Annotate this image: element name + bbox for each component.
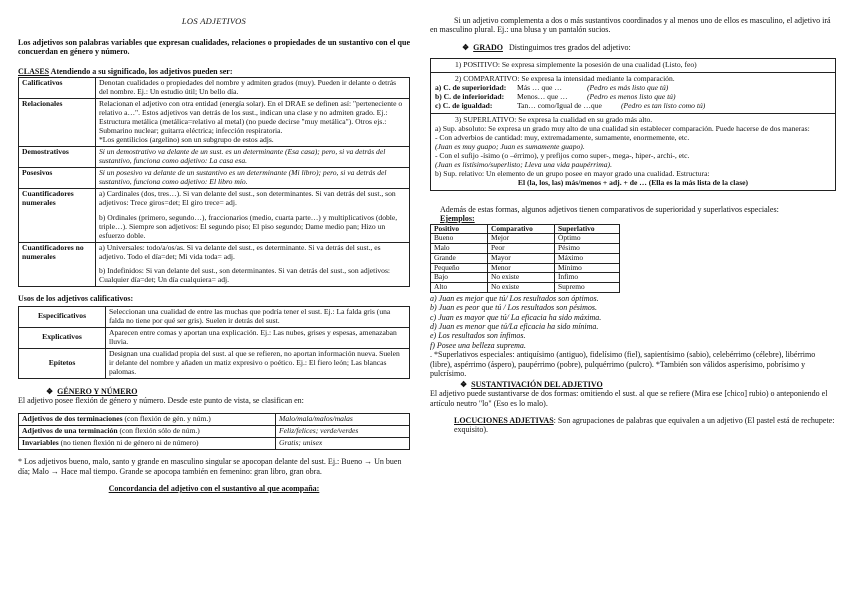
- class-name: Demostrativos: [19, 147, 96, 168]
- table-cell: Supremo: [555, 282, 620, 292]
- column-header: Positivo: [431, 224, 488, 234]
- table-row: [19, 99, 410, 147]
- list-item: f) Posee una belleza suprema.: [430, 340, 526, 350]
- apocope-text: * Los adjetivos bueno, malo, santo y grande en masculino singular se apocopan delante del sust. Ej.: Bueno → Un buen día; Malo → Hace mal tiempo. Grande se apocopa también en femenino: gran libro, gran obra.: [18, 457, 402, 476]
- comparativo-example: (Pedro es menos listo que tú): [587, 92, 676, 102]
- comparativo-label: c) C. de igualdad:: [435, 101, 493, 111]
- table-cell: Alto: [431, 282, 488, 292]
- diamond-bullet-icon: ❖: [462, 42, 470, 52]
- right-intro: Si un adjetivo complementa a dos o más sustantivos coordinados y al menos uno de ellos es masculino, el adjetivo irá en masculino plural. Ej.: una blusa y un pantalón sucios.: [430, 16, 831, 35]
- genero-heading: GÉNERO Y NÚMERO: [57, 386, 138, 396]
- sup-relativo: b) Sup. relativo: Un elemento de un grupo posee en mayor grado una cualidad. Estructura:: [435, 168, 710, 178]
- column-header: Comparativo: [488, 224, 555, 234]
- use-name: Especificativos: [19, 306, 106, 327]
- comparativo-label: a) C. de superioridad:: [435, 83, 507, 93]
- genero-heading-line: [18, 387, 410, 396]
- class-desc: [96, 188, 410, 242]
- use-name: Explicativos: [19, 327, 106, 348]
- sup-absoluto: a) Sup. absoluto: Se expresa un grado muy alto de una cualidad sin establecer comparación. Puede hacerse de dos maneras:: [435, 124, 810, 134]
- genero-table: [18, 413, 410, 450]
- table-row: [431, 234, 620, 244]
- genero-example: Gratis; unisex: [276, 438, 410, 450]
- class-name: Calificativos: [19, 78, 96, 99]
- locuciones-paragraph: [430, 416, 836, 435]
- table-cell: Pésimo: [555, 244, 620, 254]
- grado-sub: Distinguimos tres grados del adjetivo:: [508, 42, 631, 52]
- comparativo-form: Tan… como/Igual de …que: [517, 101, 602, 111]
- table-cell: Bueno: [431, 234, 488, 244]
- table-row: [19, 167, 410, 188]
- sup-adverbios-example: (Juan es muy guapo; Juan es sumamente guapo).: [435, 141, 585, 151]
- class-desc: [96, 242, 410, 287]
- table-cell: No existe: [488, 273, 555, 283]
- sup-sufijo: - Con el sufijo -ísimo (o –érrimo), y prefijos como super-, mega-, hiper-, archi-, etc.: [435, 150, 690, 160]
- table-row: [19, 438, 410, 450]
- table-cell: Mínimo: [555, 263, 620, 273]
- genero-example: Malo/mala/malos/malas: [276, 414, 410, 426]
- table-cell: Grande: [431, 253, 488, 263]
- class-desc-b: b) Ordinales (primero, segundo…), fraccionarios (medio, cuarta parte…) y multiplicativos (doble, triple…). Siempre son adjetivos: El segundo piso; El piso segundo; Dame medio pan; Hizo un esfuerzo doble.: [99, 212, 398, 240]
- ademas-text: Además de estas formas, algunos adjetivos tienen comparativos de superioridad y superlativos especiales:: [440, 204, 779, 214]
- list-item: c) Juan es mayor que tú/ La eficacia ha sido máxima.: [430, 312, 602, 322]
- classes-subheading: Atendiendo a su significado, los adjetivos pueden ser:: [49, 66, 233, 76]
- use-desc: Aparecen entre comas y aportan una explicación. Ej.: Las nubes, grises y espesas, amenazaban lluvia.: [106, 327, 410, 348]
- table-cell: Menor: [488, 263, 555, 273]
- genero-name: Invariables: [22, 438, 59, 448]
- table-row: [431, 253, 620, 263]
- genero-name: Adjetivos de dos terminaciones: [22, 414, 123, 424]
- comparativo-cell: [431, 73, 836, 114]
- table-cell: Máximo: [555, 253, 620, 263]
- table-cell: Óptimo: [555, 234, 620, 244]
- table-row: [431, 59, 836, 73]
- table-row: [19, 306, 410, 327]
- diamond-bullet-icon: ❖: [46, 386, 54, 396]
- table-cell: Pequeño: [431, 263, 488, 273]
- table-cell: Ínfimo: [555, 273, 620, 283]
- class-name: Cuantificadores numerales: [19, 188, 96, 242]
- table-cell: Mejor: [488, 234, 555, 244]
- class-desc: Relacionan el adjetivo con otra entidad (energía solar). En el DRAE se definen así: "perteneciente o relativo a…". Estos adjetivos van detrás de los sust., indican una clase y no admiten grado. Ej.: Estructura metálica (metálica=relativo al metal) (no puede decirse "muy metálica"). Otros ejs.: Submarino nuclear; guitarra eléctrica; infección respiratoria. *Los gentilicios (argelino) son un subgrupo de estos adjs.: [96, 99, 410, 147]
- right-column: [430, 0, 836, 435]
- table-row: [19, 414, 410, 426]
- comparativo-form: Menos… que …: [517, 92, 568, 102]
- grado-heading-line: [430, 43, 836, 52]
- concordancia-heading: Concordancia del adjetivo con el sustantivo al que acompaña:: [108, 484, 320, 494]
- class-name: Cuantificadores no numerales: [19, 242, 96, 287]
- table-row: [431, 273, 620, 283]
- page-title: LOS ADJETIVOS: [181, 16, 247, 26]
- genero-cell: [19, 426, 276, 438]
- sustantivacion-text: El adjetivo puede sustantivarse de dos formas: omitiendo el sust. al que se refiere (Mira ese [chico] rubio) o anteponiendo el artículo neutro "lo" (Eso es lo malo).: [430, 389, 828, 408]
- locuciones-text: : Son agrupaciones de palabras que equivalen a un adjetivo (El pastel está de rechupete: exquisito).: [454, 415, 835, 435]
- comparativo-example: (Pedro es tan listo como tú): [621, 101, 706, 111]
- list-item: a) Juan es mejor que tú/ Los resultados son óptimos.: [430, 293, 599, 303]
- genero-name: Adjetivos de una terminación: [22, 426, 118, 436]
- table-row: [431, 73, 836, 114]
- classes-table: [18, 77, 410, 287]
- table-row: [19, 147, 410, 168]
- sup-relativo-formula: El (la, los, las) más/menos + adj. + de … (Ella es la más lista de la clase): [517, 177, 749, 187]
- left-column: [18, 0, 410, 494]
- comparativo-example: (Pedro es más listo que tú): [587, 83, 669, 93]
- table-row: [19, 78, 410, 99]
- class-desc: Si un posesivo va delante de un sustantivo es un determinante (Mi libro); pero, si va detrás del sustantivo, funciona como adjetivo: El libro mío.: [96, 167, 410, 188]
- genero-cell: [19, 414, 276, 426]
- superlativo-title: 3) SUPERLATIVO: Se expresa la cualidad en su grado más alto.: [455, 115, 653, 125]
- diamond-bullet-icon: ❖: [460, 379, 468, 389]
- class-desc-b: b) Indefinidos: Si van delante del sust., son determinantes. Si van detrás del sust., son adjetivos: Cualquier día=det; Un día cualquiera= adj.: [99, 266, 391, 285]
- table-row: [431, 244, 620, 254]
- classes-heading-line: [18, 67, 410, 76]
- sustantivacion-heading-line: [430, 380, 836, 389]
- genero-note: (con flexión de gén. y núm.): [122, 414, 211, 424]
- table-row: [431, 263, 620, 273]
- positivo-cell: 1) POSITIVO: Se expresa simplemente la posesión de una cualidad (Listo, feo): [431, 59, 836, 73]
- locuciones-heading: LOCUCIONES ADJETIVAS: [454, 415, 554, 425]
- comparison-table: [430, 224, 620, 293]
- use-desc: Seleccionan una cualidad de entre las muchas que podría tener el sust. Ej.: La falda gris (una falda no tiene por qué ser gris). Suelen ir detrás del sust.: [106, 306, 410, 327]
- table-row: [19, 242, 410, 287]
- class-name: Relacionales: [19, 99, 96, 147]
- class-desc-a: a) Universales: todo/a/os/as. Si va delante del sust., es determinante. Si va detrás del sust., es adjetivo. Todo el día=det; Mi vida toda= adj.: [99, 242, 381, 261]
- intro-paragraph: Los adjetivos son palabras variables que expresan cualidades, relaciones o propiedades de un sustantivo con el que concuerdan en género y número.: [18, 38, 410, 57]
- list-item: e) Los resultados son ínfimos.: [430, 331, 526, 341]
- genero-text: El adjetivo posee flexión de género y número. Desde este punto de vista, se clasifican en:: [18, 395, 304, 405]
- table-row: [19, 426, 410, 438]
- column-header: Superlativo: [555, 224, 620, 234]
- grado-table: [430, 58, 836, 190]
- comparativo-title: 2) COMPARATIVO: Se expresa la intensidad mediante la comparación.: [455, 74, 675, 84]
- list-item: d) Juan es menor que tú/La eficacia ha sido mínima.: [430, 322, 599, 332]
- table-row: [19, 327, 410, 348]
- table-row: [431, 114, 836, 191]
- grado-heading: GRADO: [473, 42, 503, 52]
- class-desc: Si un demostrativo va delante de un sust. es un determinante (Esa casa); pero, si va detrás del sustantivo, funciona como adjetivo: La casa esa.: [96, 147, 410, 168]
- uses-table: [18, 306, 410, 379]
- comparativo-row: [435, 102, 831, 111]
- classes-heading: CLASES: [18, 66, 50, 76]
- table-row: [431, 282, 620, 292]
- uses-heading: Usos de los adjetivos calificativos:: [18, 294, 134, 304]
- comparativo-label: b) C. de inferioridad:: [435, 92, 505, 102]
- table-header-row: [431, 224, 620, 234]
- genero-note: (con flexión sólo de núm.): [117, 426, 200, 436]
- comparativo-form: Más … que …: [517, 83, 562, 93]
- sustantivacion-heading: SUSTANTIVACIÓN DEL ADJETIVO: [471, 379, 603, 389]
- table-cell: Malo: [431, 244, 488, 254]
- table-cell: Bajo: [431, 273, 488, 283]
- table-row: [19, 348, 410, 378]
- sup-adverbios: - Con adverbios de cantidad: muy, extremadamente, sumamente, enormemente, etc.: [435, 132, 690, 142]
- superlativo-cell: [431, 114, 836, 191]
- class-desc: Denotan cualidades o propiedades del nombre y admiten grados (muy). Pueden ir delante o detrás del nombre. Ej.: Un estudio útil; Un bello día.: [96, 78, 410, 99]
- superlativos-especiales: . *Superlativos especiales: antiquísimo (antiguo), fidelísimo (fiel), sapientísimo (sabio), celebérrimo (célebre), libérrimo (libre), aspérrimo (áspero), paupérrimo (pobre), pulquérrimo (pulcro). *También son válidos asperísimo, pobrísimo y pulcrísimo.: [430, 350, 816, 379]
- genero-note: (no tienen flexión ni de género ni de número): [58, 438, 199, 448]
- list-item: b) Juan es peor que tú / Los resultados son pésimos.: [430, 303, 598, 313]
- table-row: [19, 188, 410, 242]
- table-cell: Peor: [488, 244, 555, 254]
- use-name: Epítetos: [19, 348, 106, 378]
- table-cell: No existe: [488, 282, 555, 292]
- sup-sufijo-example: (Juan es listísimo/superlisto; Lleva una vida paupérrima).: [435, 159, 612, 169]
- class-name: Posesivos: [19, 167, 96, 188]
- table-cell: Mayor: [488, 253, 555, 263]
- use-desc: Designan una cualidad propia del sust. al que se refieren, no aportan información nueva. Suelen ir delante del nombre y añaden un matiz expresivo o poético. Ej.: El fiero león; Las blancas palomas.: [106, 348, 410, 378]
- genero-example: Feliz/felices; verde/verdes: [276, 426, 410, 438]
- class-desc-a: a) Cardinales (dos, tres…). Si van delante del sust., son determinantes. Si van detrás del sust., son adjetivos: Trece giros=det; El giro trece= adj.: [99, 188, 396, 207]
- ejemplos-label: Ejemplos:: [440, 214, 475, 224]
- genero-cell: [19, 438, 276, 450]
- examples-list: [430, 294, 836, 351]
